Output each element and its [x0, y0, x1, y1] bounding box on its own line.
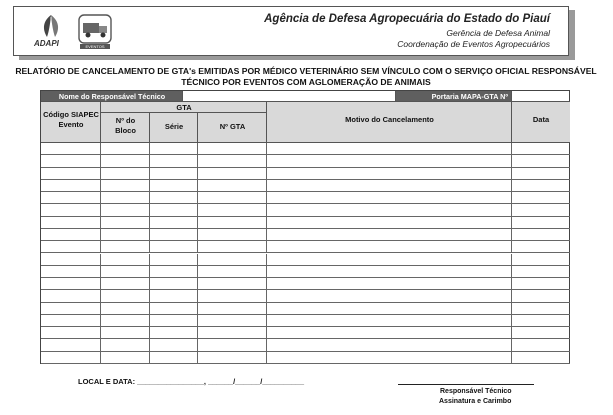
table-cell-bloco[interactable] [101, 352, 150, 364]
gta-group-header [101, 102, 267, 113]
table-cell-codigo[interactable] [41, 168, 101, 180]
col-data-header [512, 102, 570, 143]
table-cell-bloco[interactable] [101, 266, 150, 278]
table-row [41, 192, 570, 204]
table-cell-motivo[interactable] [267, 266, 512, 278]
table-cell-motivo[interactable] [267, 168, 512, 180]
table-cell-data[interactable] [512, 168, 570, 180]
col-bloco-header [101, 113, 150, 143]
table-cell-serie[interactable] [150, 339, 198, 351]
gta-group-label: GTA [176, 103, 192, 112]
agency-coordination: Coordenação de Eventos Agropecuários [397, 39, 550, 49]
table-cell-codigo[interactable] [41, 217, 101, 229]
table-cell-gta[interactable] [198, 204, 267, 216]
table-cell-codigo[interactable] [41, 143, 101, 155]
table-cell-motivo[interactable] [267, 278, 512, 290]
table-row [41, 266, 570, 278]
table-cell-bloco[interactable] [101, 192, 150, 204]
col-data-label: Data [532, 115, 550, 124]
table-cell-data[interactable] [512, 155, 570, 167]
table-row [41, 217, 570, 229]
table-cell-bloco[interactable] [101, 339, 150, 351]
col-motivo-header [267, 102, 512, 143]
table-cell-gta[interactable] [198, 290, 267, 302]
table-cell-codigo[interactable] [41, 278, 101, 290]
table-cell-motivo[interactable] [267, 204, 512, 216]
table-cell-gta[interactable] [198, 266, 267, 278]
table-cell-codigo[interactable] [41, 180, 101, 192]
table-cell-bloco[interactable] [101, 303, 150, 315]
table-cell-serie[interactable] [150, 143, 198, 155]
table-row [41, 278, 570, 290]
table-cell-data[interactable] [512, 229, 570, 241]
table-cell-codigo[interactable] [41, 290, 101, 302]
col-serie-header [150, 113, 198, 143]
col-bloco-label: Nº do Bloco [115, 116, 136, 135]
table-cell-codigo[interactable] [41, 192, 101, 204]
col-gta-label: Nº GTA [219, 122, 246, 131]
table-cell-serie[interactable] [150, 229, 198, 241]
table-cell-codigo[interactable] [41, 229, 101, 241]
table-cell-gta[interactable] [198, 241, 267, 253]
table-cell-serie[interactable] [150, 155, 198, 167]
table-cell-gta[interactable] [198, 168, 267, 180]
table-cell-motivo[interactable] [267, 192, 512, 204]
table-cell-data[interactable] [512, 278, 570, 290]
table-cell-codigo[interactable] [41, 303, 101, 315]
table-cell-serie[interactable] [150, 168, 198, 180]
table-cell-bloco[interactable] [101, 315, 150, 327]
table-cell-gta[interactable] [198, 180, 267, 192]
table-cell-serie[interactable] [150, 315, 198, 327]
table-cell-motivo[interactable] [267, 241, 512, 253]
signature-subtitle: Assinatura e Carimbo [439, 398, 512, 405]
table-cell-bloco[interactable] [101, 290, 150, 302]
table-cell-data[interactable] [512, 254, 570, 266]
table-cell-serie[interactable] [150, 180, 198, 192]
table-cell-bloco[interactable] [101, 204, 150, 216]
adapi-leaf-icon [38, 13, 64, 39]
table-cell-codigo[interactable] [41, 339, 101, 351]
table-cell-codigo[interactable] [41, 241, 101, 253]
table-cell-gta[interactable] [198, 327, 267, 339]
table-cell-motivo[interactable] [267, 327, 512, 339]
table-cell-data[interactable] [512, 327, 570, 339]
report-title [8, 66, 604, 88]
local-data-field[interactable]: LOCAL E DATA: ________________, ______/______/__________ [78, 377, 304, 386]
table-row [41, 303, 570, 315]
table-row [41, 143, 570, 155]
table-cell-motivo[interactable] [267, 290, 512, 302]
table-cell-codigo[interactable] [41, 266, 101, 278]
table-cell-gta[interactable] [198, 192, 267, 204]
table-cell-data[interactable] [512, 266, 570, 278]
table-cell-gta[interactable] [198, 155, 267, 167]
table-row [41, 155, 570, 167]
portaria-label-cell [396, 91, 512, 102]
table-cell-gta[interactable] [198, 278, 267, 290]
responsavel-label-cell [41, 91, 183, 102]
table-cell-serie[interactable] [150, 192, 198, 204]
table-cell-codigo[interactable] [41, 315, 101, 327]
table-cell-motivo[interactable] [267, 303, 512, 315]
col-codigo-header [41, 102, 101, 143]
report-title-line2: TÉCNICO POR EVENTOS COM AGLOMERAÇÃO DE ANIMAIS [181, 77, 431, 87]
table-cell-motivo[interactable] [267, 339, 512, 351]
table-cell-motivo[interactable] [267, 155, 512, 167]
table-cell-motivo[interactable] [267, 229, 512, 241]
col-motivo-label: Motivo do Cancelamento [345, 115, 434, 124]
table-cell-data[interactable] [512, 352, 570, 364]
table-cell-gta[interactable] [198, 352, 267, 364]
table-row [41, 168, 570, 180]
table-cell-bloco[interactable] [101, 217, 150, 229]
table-cell-data[interactable] [512, 217, 570, 229]
table-cell-data[interactable] [512, 290, 570, 302]
table-row [41, 254, 570, 266]
table-cell-gta[interactable] [198, 143, 267, 155]
table-cell-serie[interactable] [150, 290, 198, 302]
table-cell-serie[interactable] [150, 241, 198, 253]
table-cell-bloco[interactable] [101, 241, 150, 253]
table-cell-motivo[interactable] [267, 143, 512, 155]
table-cell-gta[interactable] [198, 339, 267, 351]
table-cell-serie[interactable] [150, 352, 198, 364]
table-row [41, 241, 570, 253]
cancellation-table [40, 90, 570, 364]
table-cell-motivo[interactable] [267, 352, 512, 364]
table-cell-serie[interactable] [150, 217, 198, 229]
table-cell-codigo[interactable] [41, 327, 101, 339]
table-cell-motivo[interactable] [267, 217, 512, 229]
table-cell-data[interactable] [512, 143, 570, 155]
table-cell-codigo[interactable] [41, 254, 101, 266]
table-cell-serie[interactable] [150, 204, 198, 216]
table-cell-bloco[interactable] [101, 168, 150, 180]
table-row [41, 290, 570, 302]
table-cell-serie[interactable] [150, 303, 198, 315]
responsavel-name-field[interactable] [183, 91, 396, 102]
document-header [13, 6, 569, 56]
table-cell-bloco[interactable] [101, 143, 150, 155]
table-row [41, 327, 570, 339]
table-cell-data[interactable] [512, 303, 570, 315]
table-row [41, 180, 570, 192]
responsavel-label: Nome do Responsável Técnico [58, 92, 166, 101]
table-row [41, 229, 570, 241]
table-cell-bloco[interactable] [101, 155, 150, 167]
table-cell-bloco[interactable] [101, 327, 150, 339]
table-row [41, 339, 570, 351]
table-cell-data[interactable] [512, 315, 570, 327]
table-cell-gta[interactable] [198, 229, 267, 241]
table-cell-gta[interactable] [198, 315, 267, 327]
col-gta-header [198, 113, 267, 143]
adapi-logo-text: ADAPI [34, 39, 59, 48]
table-cell-data[interactable] [512, 204, 570, 216]
portaria-number-field[interactable] [512, 91, 570, 102]
table-cell-data[interactable] [512, 241, 570, 253]
col-codigo-label: Código SIAPEC Evento [43, 110, 99, 129]
table-cell-bloco[interactable] [101, 278, 150, 290]
table-cell-codigo[interactable] [41, 155, 101, 167]
agency-logos [34, 11, 129, 53]
table-cell-serie[interactable] [150, 327, 198, 339]
portaria-label: Portaria MAPA-GTA Nº [431, 92, 508, 101]
col-serie-label: Série [164, 122, 184, 131]
table-cell-gta[interactable] [198, 217, 267, 229]
table-cell-data[interactable] [512, 192, 570, 204]
eventos-truck-icon [78, 14, 112, 44]
report-title-line1: RELATÓRIO DE CANCELAMENTO DE GTA's EMITIDAS POR MÉDICO VETERINÁRIO SEM VÍNCULO COM O SERVIÇO OFICIAL RESPONSÁVEL [15, 66, 597, 76]
table-cell-serie[interactable] [150, 266, 198, 278]
table-cell-gta[interactable] [198, 254, 267, 266]
table-row [41, 315, 570, 327]
signature-title: Responsável Técnico [440, 388, 512, 395]
eventos-logo-label: EVENTOS [80, 44, 110, 49]
table-cell-motivo[interactable] [267, 180, 512, 192]
table-cell-bloco[interactable] [101, 180, 150, 192]
table-row [41, 204, 570, 216]
agency-department: Gerência de Defesa Animal [446, 28, 550, 38]
table-cell-bloco[interactable] [101, 229, 150, 241]
table-cell-bloco[interactable] [101, 254, 150, 266]
table-cell-serie[interactable] [150, 254, 198, 266]
table-cell-codigo[interactable] [41, 352, 101, 364]
table-cell-data[interactable] [512, 339, 570, 351]
table-cell-serie[interactable] [150, 278, 198, 290]
signature-line [398, 384, 534, 385]
table-row [41, 352, 570, 364]
table-cell-motivo[interactable] [267, 315, 512, 327]
agency-title: Agência de Defesa Agropecuária do Estado do Piauí [264, 13, 550, 25]
table-cell-data[interactable] [512, 180, 570, 192]
table-cell-motivo[interactable] [267, 254, 512, 266]
table-cell-gta[interactable] [198, 303, 267, 315]
table-cell-codigo[interactable] [41, 204, 101, 216]
